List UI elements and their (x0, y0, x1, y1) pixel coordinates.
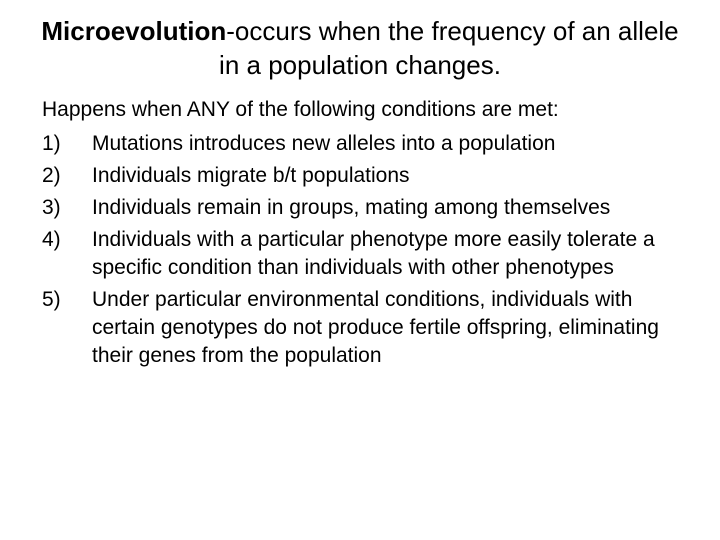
title-definition: -occurs when the frequency of an allele in a population changes. (219, 16, 679, 80)
list-item (42, 194, 682, 222)
item-number: 1) (42, 132, 61, 155)
list-item (42, 286, 682, 370)
item-text: Individuals migrate b/t populations (92, 164, 410, 187)
item-number: 4) (42, 228, 61, 251)
item-text: Individuals with a particular phenotype more easily tolerate a specific condition than individuals with other phenotypes (92, 228, 655, 279)
list-item (42, 162, 682, 190)
item-text: Individuals remain in groups, mating among themselves (92, 196, 611, 219)
item-text: Mutations introduces new alleles into a population (92, 132, 556, 155)
list-item (42, 226, 682, 282)
title-term: Microevolution (41, 16, 227, 46)
list-item (42, 130, 682, 158)
intro-text: Happens when ANY of the following conditions are met: (42, 98, 559, 121)
item-number: 3) (42, 196, 61, 219)
conditions-list (42, 130, 682, 374)
slide-title (40, 14, 680, 82)
item-number: 5) (42, 288, 61, 311)
item-number: 2) (42, 164, 61, 187)
item-text: Under particular environmental conditions, individuals with certain genotypes do not produce fertile offspring, eliminating their genes from the population (92, 288, 659, 367)
